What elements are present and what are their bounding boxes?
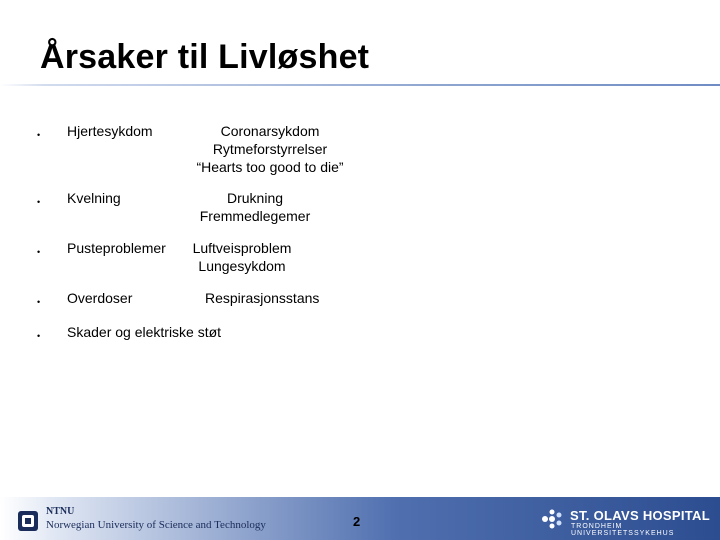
detail-text: Rytmeforstyrrelser (212, 141, 328, 157)
detail-text: Respirasjonsstans (205, 290, 320, 306)
bullet: • (37, 130, 41, 140)
st-olavs-logo-icon (541, 508, 565, 530)
cause-details (205, 289, 335, 307)
slide-title: Årsaker til Livløshet (40, 38, 370, 76)
detail-text: Lungesykdom (198, 258, 286, 274)
cause-label: Kvelning (67, 190, 121, 206)
cause-details (192, 189, 318, 225)
bullet: • (37, 247, 41, 257)
bullet: • (37, 297, 41, 307)
cause-details (192, 239, 292, 275)
hospital-subtitle: TRONDHEIM UNIVERSITETSSYKEHUS (571, 523, 675, 537)
detail-text: Coronarsykdom (220, 123, 320, 139)
detail-text: Drukning (226, 190, 284, 206)
ntnu-logo-icon (18, 511, 38, 531)
page-number: 2 (353, 514, 361, 529)
hospital-name: ST. OLAVS HOSPITAL (570, 508, 710, 523)
cause-details (190, 122, 350, 176)
detail-text: Fremmedlegemer (199, 208, 311, 224)
ntnu-full-name: Norwegian University of Science and Technology (46, 519, 266, 531)
ntnu-name: NTNU (46, 506, 75, 517)
bullet: • (37, 331, 41, 341)
title-divider (0, 84, 720, 86)
cause-label: Pusteproblemer (67, 240, 166, 256)
cause-label: Skader og elektriske støt (67, 324, 222, 340)
cause-label: Overdoser (67, 290, 133, 306)
cause-label: Hjertesykdom (67, 123, 153, 139)
detail-text: Luftveisproblem (192, 240, 292, 256)
bullet: • (37, 197, 41, 207)
detail-text: “Hearts too good to die” (196, 159, 344, 175)
